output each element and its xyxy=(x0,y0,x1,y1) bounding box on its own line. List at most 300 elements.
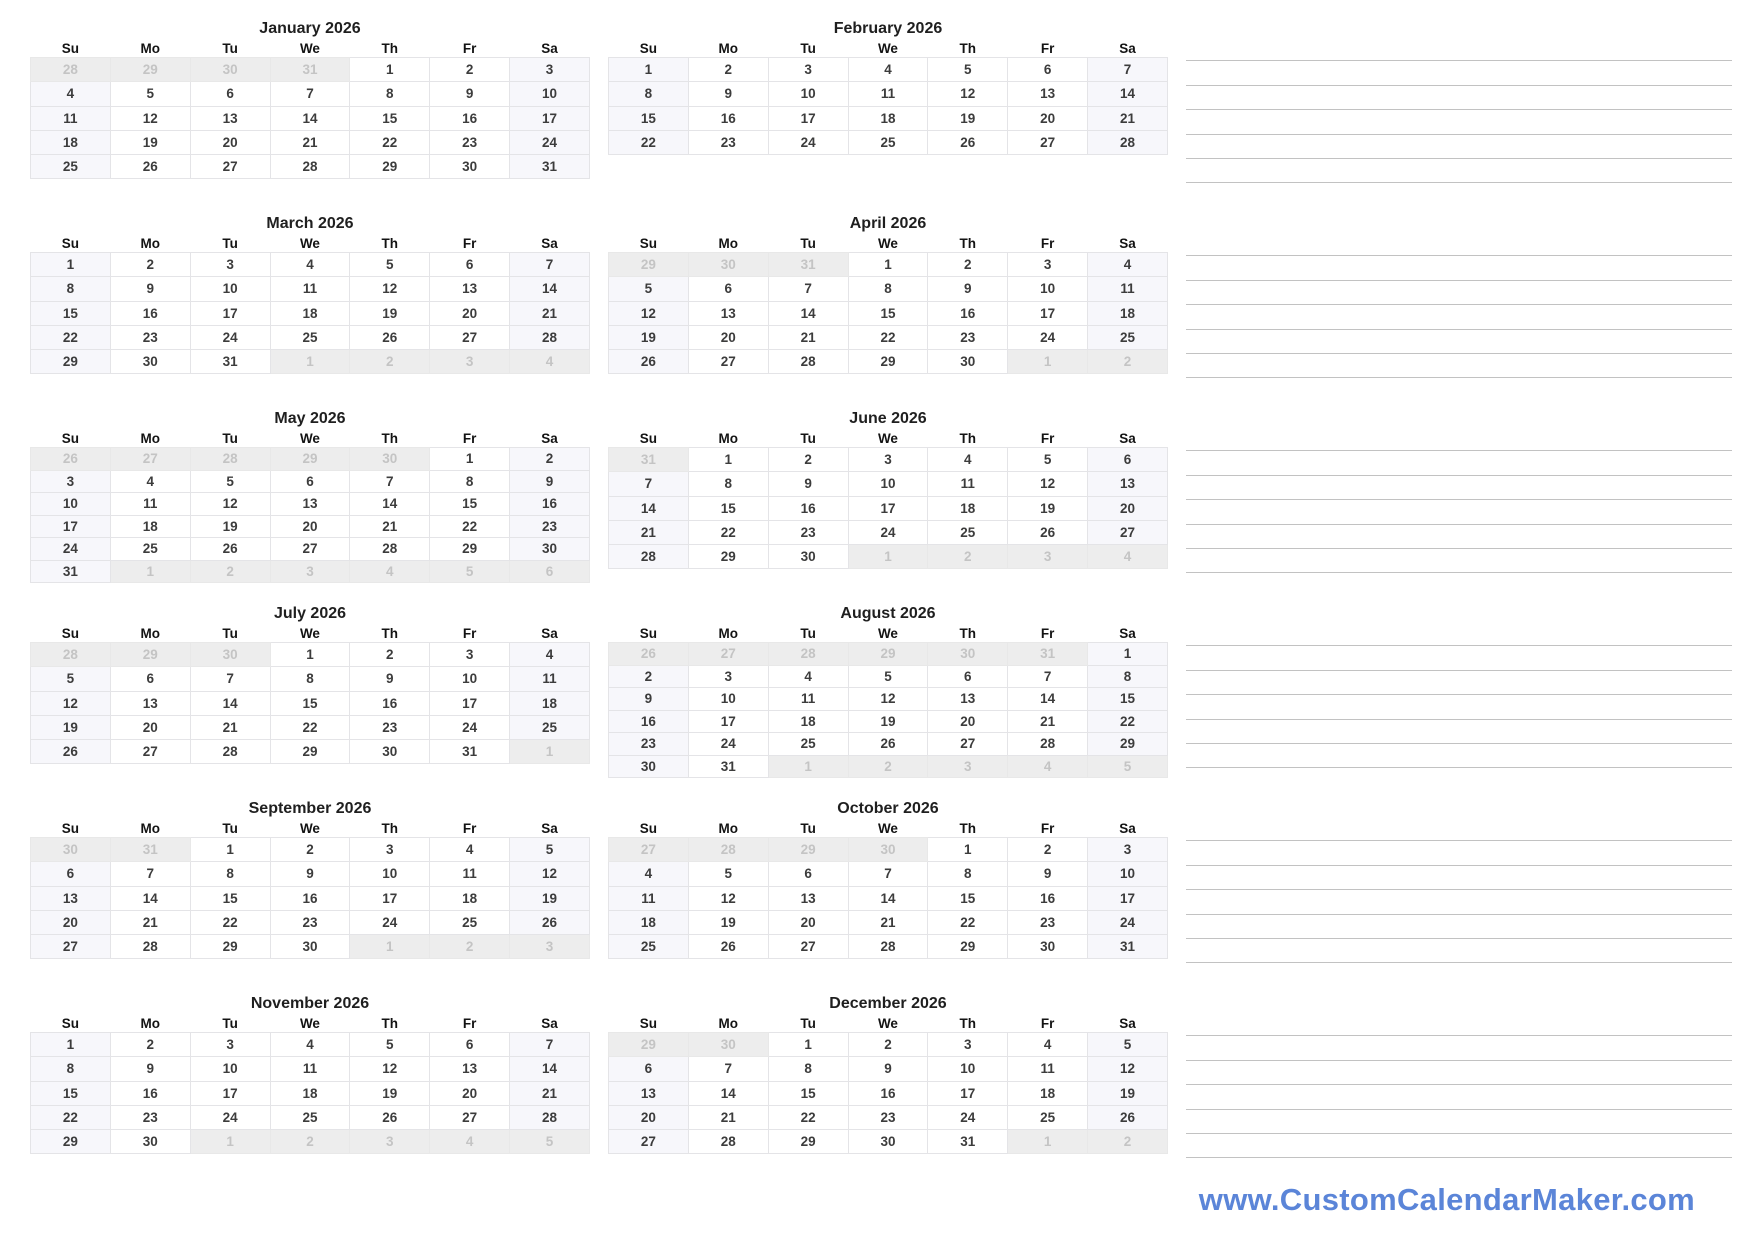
day-cell: 22 xyxy=(688,520,768,544)
day-cell: 3 xyxy=(1008,253,1088,277)
day-cell-outside: 27 xyxy=(110,448,190,471)
day-cell: 11 xyxy=(510,667,590,691)
day-cell: 28 xyxy=(1088,130,1168,154)
day-cell: 4 xyxy=(110,470,190,493)
weekday-header: Th xyxy=(381,1016,399,1031)
day-cell-outside: 28 xyxy=(31,643,111,667)
weekday-header: Mo xyxy=(140,1016,161,1031)
weekday-header: Su xyxy=(639,821,658,836)
weekday-header-row xyxy=(609,235,1168,253)
day-cell: 24 xyxy=(768,130,848,154)
day-cell: 5 xyxy=(350,253,430,277)
day-cell: 21 xyxy=(510,1081,590,1105)
notes-area xyxy=(1186,211,1732,406)
weekday-header: Th xyxy=(381,431,399,446)
week-row xyxy=(31,1081,590,1105)
week-row xyxy=(31,253,590,277)
day-cell-outside: 2 xyxy=(190,560,270,583)
day-cell: 6 xyxy=(110,667,190,691)
day-cell: 9 xyxy=(110,277,190,301)
day-cell: 18 xyxy=(270,301,350,325)
day-cell-outside: 30 xyxy=(31,838,111,862)
day-cell: 5 xyxy=(110,82,190,106)
day-cell: 7 xyxy=(110,862,190,886)
day-cell-outside: 1 xyxy=(190,1130,270,1154)
day-cell: 20 xyxy=(1088,496,1168,520)
day-cell: 16 xyxy=(768,496,848,520)
day-cell: 22 xyxy=(609,130,689,154)
day-cell-outside: 1 xyxy=(768,755,848,778)
day-cell: 10 xyxy=(510,82,590,106)
note-line xyxy=(1186,110,1732,134)
day-cell: 21 xyxy=(350,515,430,538)
weekday-header: Fr xyxy=(462,431,477,446)
day-cell: 21 xyxy=(848,910,928,934)
day-cell: 26 xyxy=(1008,520,1088,544)
day-cell-outside: 4 xyxy=(510,350,590,374)
day-cell: 18 xyxy=(1008,1081,1088,1105)
week-row xyxy=(31,667,590,691)
weekday-header: Th xyxy=(959,821,977,836)
week-row xyxy=(31,277,590,301)
day-cell: 7 xyxy=(270,82,350,106)
weekday-header: Fr xyxy=(462,236,477,251)
weekday-header: Sa xyxy=(541,821,558,836)
month-title: December 2026 xyxy=(829,995,947,1012)
week-row xyxy=(609,1081,1168,1105)
day-cell: 14 xyxy=(510,277,590,301)
day-cell: 26 xyxy=(609,350,689,374)
day-cell: 11 xyxy=(1088,277,1168,301)
day-cell: 9 xyxy=(430,82,510,106)
day-cell: 31 xyxy=(928,1130,1008,1154)
day-cell: 15 xyxy=(688,496,768,520)
day-cell: 7 xyxy=(609,472,689,496)
day-cell: 26 xyxy=(688,935,768,959)
day-cell: 10 xyxy=(190,1057,270,1081)
notes-area xyxy=(1186,991,1732,1186)
day-cell-outside: 29 xyxy=(848,643,928,666)
weekday-header: We xyxy=(299,1016,320,1031)
day-cell: 12 xyxy=(190,493,270,516)
weekday-header-row xyxy=(609,820,1168,838)
month-table xyxy=(608,430,1168,569)
day-cell: 10 xyxy=(928,1057,1008,1081)
day-cell: 23 xyxy=(350,715,430,739)
day-cell: 23 xyxy=(928,325,1008,349)
day-cell: 21 xyxy=(270,130,350,154)
day-cell: 19 xyxy=(350,1081,430,1105)
day-cell: 5 xyxy=(688,862,768,886)
day-cell: 16 xyxy=(350,691,430,715)
note-line xyxy=(1186,1012,1732,1036)
week-row xyxy=(609,472,1168,496)
day-cell: 23 xyxy=(270,910,350,934)
day-cell-outside: 28 xyxy=(31,58,111,82)
day-cell: 18 xyxy=(1088,301,1168,325)
week-row xyxy=(31,1033,590,1057)
week-row xyxy=(609,545,1168,569)
day-cell: 27 xyxy=(31,935,111,959)
day-cell: 4 xyxy=(848,58,928,82)
month-block xyxy=(608,406,1168,601)
day-cell: 21 xyxy=(688,1105,768,1129)
day-cell: 1 xyxy=(928,838,1008,862)
day-cell: 11 xyxy=(270,1057,350,1081)
weekday-header: We xyxy=(299,431,320,446)
day-cell: 29 xyxy=(190,935,270,959)
day-cell: 10 xyxy=(190,277,270,301)
weekday-header: Th xyxy=(381,236,399,251)
day-cell: 9 xyxy=(848,1057,928,1081)
day-cell: 12 xyxy=(510,862,590,886)
week-row xyxy=(609,253,1168,277)
day-cell: 19 xyxy=(110,130,190,154)
weekday-header: Tu xyxy=(222,41,238,56)
day-cell: 14 xyxy=(848,886,928,910)
day-cell: 27 xyxy=(270,538,350,561)
day-cell: 20 xyxy=(31,910,111,934)
day-cell-outside: 28 xyxy=(688,838,768,862)
day-cell: 13 xyxy=(110,691,190,715)
month-block xyxy=(608,601,1168,796)
note-line xyxy=(1186,37,1732,61)
day-cell-outside: 2 xyxy=(270,1130,350,1154)
day-cell-outside: 1 xyxy=(510,740,590,764)
day-cell-outside: 5 xyxy=(510,1130,590,1154)
day-cell: 22 xyxy=(848,325,928,349)
day-cell: 4 xyxy=(1088,253,1168,277)
weekday-header: Th xyxy=(959,431,977,446)
day-cell: 26 xyxy=(190,538,270,561)
month-table xyxy=(30,40,590,179)
weekday-header: Tu xyxy=(800,626,816,641)
day-cell: 1 xyxy=(350,58,430,82)
day-cell: 15 xyxy=(430,493,510,516)
day-cell: 24 xyxy=(510,130,590,154)
day-cell: 21 xyxy=(510,301,590,325)
day-cell: 29 xyxy=(270,740,350,764)
day-cell: 3 xyxy=(350,838,430,862)
weekday-header: Fr xyxy=(1040,1016,1055,1031)
day-cell: 31 xyxy=(31,560,111,583)
month-block xyxy=(608,16,1168,211)
day-cell: 27 xyxy=(430,1105,510,1129)
weekday-header: Fr xyxy=(462,41,477,56)
day-cell: 4 xyxy=(768,665,848,688)
day-cell: 23 xyxy=(688,130,768,154)
day-cell-outside: 31 xyxy=(270,58,350,82)
day-cell-outside: 30 xyxy=(688,1033,768,1057)
day-cell: 31 xyxy=(688,755,768,778)
day-cell: 20 xyxy=(609,1105,689,1129)
week-row xyxy=(31,560,590,583)
day-cell: 15 xyxy=(190,886,270,910)
day-cell: 2 xyxy=(110,1033,190,1057)
day-cell: 13 xyxy=(768,886,848,910)
weekday-header: Fr xyxy=(462,821,477,836)
month-title: November 2026 xyxy=(250,995,370,1012)
day-cell: 18 xyxy=(609,910,689,934)
day-cell: 3 xyxy=(848,448,928,472)
weekday-header: Su xyxy=(639,626,658,641)
day-cell-outside: 2 xyxy=(350,350,430,374)
week-row xyxy=(31,1057,590,1081)
week-row xyxy=(31,838,590,862)
day-cell: 2 xyxy=(768,448,848,472)
note-line xyxy=(1186,1134,1732,1158)
day-cell: 5 xyxy=(928,58,1008,82)
day-cell: 17 xyxy=(190,301,270,325)
day-cell-outside: 4 xyxy=(1008,755,1088,778)
day-cell: 30 xyxy=(510,538,590,561)
day-cell: 10 xyxy=(1008,277,1088,301)
day-cell: 21 xyxy=(1008,710,1088,733)
note-line xyxy=(1186,1061,1732,1085)
week-row xyxy=(609,886,1168,910)
day-cell: 22 xyxy=(928,910,1008,934)
week-row xyxy=(609,733,1168,756)
week-row xyxy=(31,58,590,82)
day-cell: 26 xyxy=(350,1105,430,1129)
note-line xyxy=(1186,232,1732,256)
day-cell: 6 xyxy=(768,862,848,886)
day-cell: 9 xyxy=(350,667,430,691)
day-cell: 27 xyxy=(928,733,1008,756)
day-cell-outside: 3 xyxy=(270,560,350,583)
weekday-header: Tu xyxy=(222,431,238,446)
week-row xyxy=(31,493,590,516)
month-title: May 2026 xyxy=(274,410,346,427)
day-cell: 19 xyxy=(928,106,1008,130)
day-cell-outside: 2 xyxy=(928,545,1008,569)
day-cell: 22 xyxy=(768,1105,848,1129)
day-cell: 20 xyxy=(928,710,1008,733)
weekday-header-row xyxy=(31,625,590,643)
week-row xyxy=(609,277,1168,301)
note-line xyxy=(1186,135,1732,159)
week-row xyxy=(609,1033,1168,1057)
weekday-header-row xyxy=(609,40,1168,58)
weekday-header-row xyxy=(609,625,1168,643)
day-cell: 19 xyxy=(1088,1081,1168,1105)
day-cell: 23 xyxy=(1008,910,1088,934)
day-cell: 11 xyxy=(928,472,1008,496)
day-cell: 1 xyxy=(688,448,768,472)
day-cell: 23 xyxy=(110,1105,190,1129)
day-cell: 3 xyxy=(688,665,768,688)
note-line xyxy=(1186,671,1732,695)
day-cell: 13 xyxy=(31,886,111,910)
day-cell: 29 xyxy=(1088,733,1168,756)
day-cell-outside: 3 xyxy=(1008,545,1088,569)
day-cell: 20 xyxy=(1008,106,1088,130)
note-line xyxy=(1186,549,1732,573)
day-cell: 1 xyxy=(31,253,111,277)
day-cell: 11 xyxy=(430,862,510,886)
day-cell-outside: 31 xyxy=(110,838,190,862)
day-cell: 10 xyxy=(848,472,928,496)
week-row xyxy=(31,740,590,764)
weekday-header: We xyxy=(299,626,320,641)
day-cell: 14 xyxy=(190,691,270,715)
day-cell: 15 xyxy=(31,1081,111,1105)
month-title: April 2026 xyxy=(849,215,927,232)
day-cell: 29 xyxy=(848,350,928,374)
day-cell: 7 xyxy=(350,470,430,493)
note-line xyxy=(1186,354,1732,378)
day-cell: 19 xyxy=(510,886,590,910)
note-line xyxy=(1186,646,1732,670)
week-row xyxy=(31,470,590,493)
day-cell: 14 xyxy=(768,301,848,325)
day-cell: 16 xyxy=(110,1081,190,1105)
month-table xyxy=(608,820,1168,959)
day-cell-outside: 30 xyxy=(190,643,270,667)
day-cell: 17 xyxy=(31,515,111,538)
weekday-header: Th xyxy=(381,626,399,641)
weekday-header: Su xyxy=(639,1016,658,1031)
day-cell: 5 xyxy=(190,470,270,493)
week-row xyxy=(31,1105,590,1129)
weekday-header: Fr xyxy=(1040,236,1055,251)
weekday-header: We xyxy=(877,626,898,641)
week-row xyxy=(31,691,590,715)
day-cell: 6 xyxy=(31,862,111,886)
day-cell: 24 xyxy=(928,1105,1008,1129)
day-cell: 14 xyxy=(688,1081,768,1105)
day-cell-outside: 30 xyxy=(190,58,270,82)
day-cell: 30 xyxy=(768,545,848,569)
day-cell: 7 xyxy=(510,1033,590,1057)
note-line xyxy=(1186,330,1732,354)
week-row xyxy=(31,910,590,934)
note-line xyxy=(1186,1085,1732,1109)
day-cell: 16 xyxy=(430,106,510,130)
weekday-header: Su xyxy=(61,236,80,251)
day-cell-outside: 31 xyxy=(768,253,848,277)
day-cell: 16 xyxy=(928,301,1008,325)
day-cell: 25 xyxy=(430,910,510,934)
day-cell-outside: 30 xyxy=(688,253,768,277)
day-cell: 8 xyxy=(31,1057,111,1081)
note-line xyxy=(1186,939,1732,963)
day-cell: 16 xyxy=(510,493,590,516)
day-cell-outside: 4 xyxy=(350,560,430,583)
day-cell: 13 xyxy=(609,1081,689,1105)
week-row xyxy=(31,350,590,374)
weekday-header: Tu xyxy=(800,431,816,446)
note-line xyxy=(1186,159,1732,183)
weekday-header: Sa xyxy=(1119,236,1136,251)
week-row xyxy=(31,886,590,910)
day-cell: 3 xyxy=(510,58,590,82)
weekday-header: Mo xyxy=(718,431,739,446)
weekday-header: Mo xyxy=(140,41,161,56)
day-cell: 20 xyxy=(110,715,190,739)
note-line xyxy=(1186,720,1732,744)
week-row xyxy=(31,448,590,471)
note-line xyxy=(1186,256,1732,280)
note-line xyxy=(1186,500,1732,524)
day-cell: 5 xyxy=(350,1033,430,1057)
day-cell: 30 xyxy=(110,1130,190,1154)
weekday-header: Sa xyxy=(541,626,558,641)
day-cell: 12 xyxy=(1008,472,1088,496)
month-title: August 2026 xyxy=(840,605,936,622)
weekday-header: Su xyxy=(639,431,658,446)
month-title: January 2026 xyxy=(259,20,361,37)
month-table xyxy=(608,1015,1168,1154)
week-row xyxy=(31,1130,590,1154)
week-row xyxy=(609,935,1168,959)
weekday-header: Su xyxy=(639,236,658,251)
day-cell: 16 xyxy=(848,1081,928,1105)
weekday-header: Fr xyxy=(1040,626,1055,641)
weekday-header: Sa xyxy=(541,1016,558,1031)
month-table xyxy=(30,430,590,583)
day-cell: 8 xyxy=(31,277,111,301)
weekday-header: Mo xyxy=(718,821,739,836)
note-line xyxy=(1186,890,1732,914)
day-cell: 25 xyxy=(1008,1105,1088,1129)
weekday-header-row xyxy=(31,430,590,448)
day-cell: 7 xyxy=(1088,58,1168,82)
day-cell: 16 xyxy=(688,106,768,130)
day-cell: 21 xyxy=(190,715,270,739)
day-cell-outside: 29 xyxy=(768,838,848,862)
notes-area xyxy=(1186,796,1732,991)
day-cell: 14 xyxy=(510,1057,590,1081)
watermark-url: www.CustomCalendarMaker.com xyxy=(1198,1182,1695,1217)
day-cell: 12 xyxy=(110,106,190,130)
day-cell-outside: 28 xyxy=(768,643,848,666)
month-title: October 2026 xyxy=(837,800,939,817)
week-row xyxy=(609,1130,1168,1154)
day-cell-outside: 4 xyxy=(430,1130,510,1154)
day-cell: 12 xyxy=(928,82,1008,106)
day-cell: 26 xyxy=(350,325,430,349)
day-cell: 14 xyxy=(350,493,430,516)
day-cell: 23 xyxy=(848,1105,928,1129)
day-cell: 24 xyxy=(31,538,111,561)
day-cell: 19 xyxy=(350,301,430,325)
day-cell-outside: 2 xyxy=(1088,350,1168,374)
weekday-header: We xyxy=(299,236,320,251)
day-cell: 3 xyxy=(190,1033,270,1057)
day-cell: 22 xyxy=(270,715,350,739)
day-cell: 2 xyxy=(110,253,190,277)
day-cell: 29 xyxy=(688,545,768,569)
day-cell: 3 xyxy=(768,58,848,82)
day-cell: 20 xyxy=(430,301,510,325)
note-line xyxy=(1186,476,1732,500)
weekday-header: Th xyxy=(959,626,977,641)
day-cell: 25 xyxy=(31,155,111,179)
week-row xyxy=(609,448,1168,472)
notes-area xyxy=(1186,601,1732,796)
day-cell: 10 xyxy=(688,688,768,711)
weekday-header: Sa xyxy=(541,236,558,251)
day-cell: 2 xyxy=(430,58,510,82)
day-cell-outside: 1 xyxy=(350,935,430,959)
day-cell: 22 xyxy=(190,910,270,934)
day-cell: 17 xyxy=(510,106,590,130)
weekday-header: Sa xyxy=(1119,626,1136,641)
month-block xyxy=(30,211,590,406)
day-cell: 1 xyxy=(190,838,270,862)
day-cell-outside: 30 xyxy=(848,838,928,862)
